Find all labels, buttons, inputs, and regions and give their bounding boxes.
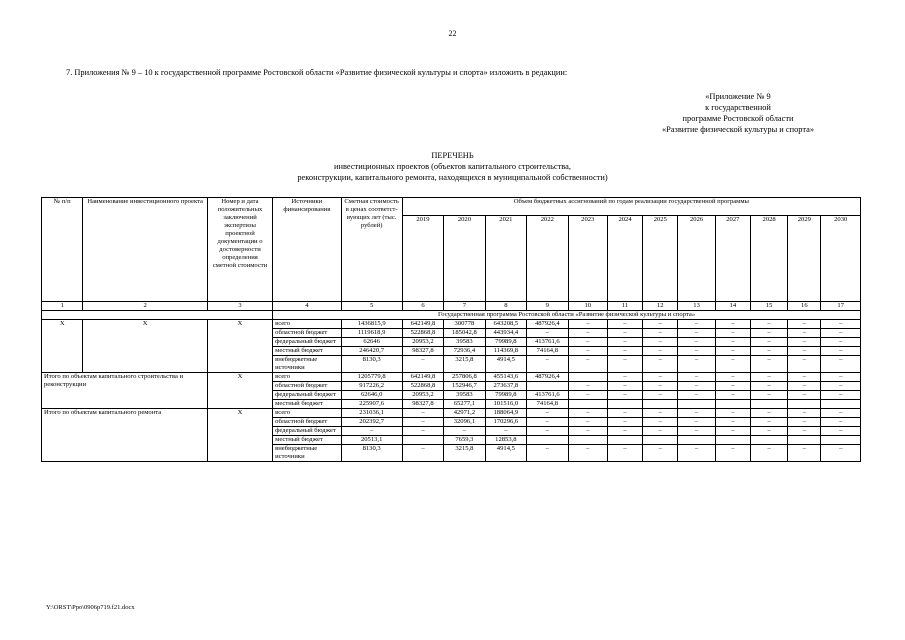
budget-value: 114369,8 — [485, 347, 526, 356]
budget-value: – — [750, 338, 787, 347]
budget-value: – — [821, 409, 861, 418]
budget-value: – — [750, 347, 787, 356]
budget-value: – — [402, 418, 443, 427]
budget-value: 79989,8 — [485, 391, 526, 400]
budget-value: 522868,8 — [402, 382, 443, 391]
funding-source: внебюджетные источники — [273, 445, 341, 462]
budget-value: – — [715, 356, 750, 373]
budget-value: – — [643, 418, 678, 427]
budget-value: – — [821, 329, 861, 338]
budget-value — [527, 382, 568, 391]
budget-value: – — [678, 338, 715, 347]
budget-value: – — [607, 418, 642, 427]
table-row — [42, 373, 861, 382]
budget-value — [750, 400, 787, 409]
budget-value: – — [750, 373, 787, 382]
appendix-line: к государственной — [705, 103, 771, 112]
program-title-row — [42, 311, 861, 320]
budget-value: – — [485, 427, 526, 436]
budget-value: 642149,8 — [402, 373, 443, 382]
budget-value: – — [750, 409, 787, 418]
budget-value: – — [750, 427, 787, 436]
budget-value — [568, 436, 607, 445]
column-number: 2 — [83, 302, 207, 311]
budget-value: – — [715, 373, 750, 382]
budget-value: 257806,8 — [444, 373, 485, 382]
budget-value — [821, 436, 861, 445]
appendix-header — [623, 91, 853, 135]
budget-value: – — [821, 347, 861, 356]
funding-source: областной бюджет — [273, 329, 341, 338]
budget-value: – — [643, 329, 678, 338]
funding-source: местный бюджет — [273, 436, 341, 445]
budget-value: – — [607, 329, 642, 338]
budget-value: – — [788, 338, 821, 347]
funding-source: внебюджетные источники — [273, 356, 341, 373]
budget-value: 39583 — [444, 338, 485, 347]
program-title-spacer — [42, 311, 273, 320]
budget-value: 170296,6 — [485, 418, 526, 427]
budget-value: 185042,8 — [444, 329, 485, 338]
budget-value: – — [678, 382, 715, 391]
budget-value: – — [568, 418, 607, 427]
column-number: 13 — [678, 302, 715, 311]
budget-value: – — [643, 373, 678, 382]
budget-value: 98327,8 — [402, 400, 443, 409]
budget-value: – — [402, 409, 443, 418]
column-number: 15 — [750, 302, 787, 311]
budget-value: 98327,8 — [402, 347, 443, 356]
column-number: 9 — [527, 302, 568, 311]
budget-value: – — [788, 427, 821, 436]
budget-value: – — [643, 409, 678, 418]
budget-value: – — [607, 347, 642, 356]
budget-value: – — [402, 356, 443, 373]
budget-value: – — [715, 347, 750, 356]
column-number: 17 — [821, 302, 861, 311]
column-number: 6 — [402, 302, 443, 311]
budget-value: 4914,5 — [485, 445, 526, 462]
project-name: Итого по объектам капитального ремонта — [42, 409, 208, 462]
estimated-cost-value: 1119618,9 — [341, 329, 402, 338]
budget-value: – — [444, 427, 485, 436]
estimated-cost-value: 231036,1 — [341, 409, 402, 418]
column-number: 12 — [643, 302, 678, 311]
budget-value: – — [527, 427, 568, 436]
year-header: 2025 — [643, 216, 678, 302]
estimated-cost-value: 8130,3 — [341, 356, 402, 373]
document-title: ПЕРЕЧЕНЬ — [431, 151, 474, 160]
budget-value: 487926,4 — [527, 320, 568, 329]
budget-value: 12853,8 — [485, 436, 526, 445]
column-number: 5 — [341, 302, 402, 311]
budget-value: – — [568, 391, 607, 400]
budget-value: – — [821, 356, 861, 373]
estimated-cost-value: 225907,6 — [341, 400, 402, 409]
budget-value: – — [788, 445, 821, 462]
budget-value: 522868,8 — [402, 329, 443, 338]
budget-value: – — [568, 427, 607, 436]
funding-source: всего — [273, 320, 341, 329]
budget-value: – — [527, 356, 568, 373]
budget-value: – — [678, 373, 715, 382]
year-header: 2029 — [788, 216, 821, 302]
budget-value: – — [750, 320, 787, 329]
document-subtitle-line: реконструкции, капитального ремонта, находящихся в муниципальной собственности) — [297, 173, 608, 182]
file-path-footer: Y:\ORST\Ppo\0906p719.f21.docx — [46, 604, 135, 611]
budget-value: – — [821, 338, 861, 347]
budget-value: – — [527, 329, 568, 338]
budget-value: – — [568, 347, 607, 356]
budget-value — [715, 436, 750, 445]
budget-value: – — [678, 445, 715, 462]
expertise-cell: Х — [207, 373, 272, 409]
budget-value: – — [821, 391, 861, 400]
column-number: 8 — [485, 302, 526, 311]
budget-value: – — [678, 427, 715, 436]
budget-value: – — [678, 320, 715, 329]
column-number: 10 — [568, 302, 607, 311]
budget-value: – — [568, 445, 607, 462]
budget-value: – — [568, 329, 607, 338]
header-sources: Источники финансирования — [273, 198, 341, 302]
budget-value: – — [715, 427, 750, 436]
budget-value: – — [821, 445, 861, 462]
budget-value: – — [607, 391, 642, 400]
column-number: 16 — [788, 302, 821, 311]
year-header: 2019 — [402, 216, 443, 302]
budget-value: 300778 — [444, 320, 485, 329]
budget-value: – — [715, 418, 750, 427]
budget-value: – — [750, 445, 787, 462]
budget-value: – — [715, 391, 750, 400]
budget-value: – — [607, 409, 642, 418]
column-number: 14 — [715, 302, 750, 311]
column-number: 7 — [444, 302, 485, 311]
budget-value: – — [643, 427, 678, 436]
budget-value: 20953,2 — [402, 338, 443, 347]
budget-value: – — [715, 445, 750, 462]
row-num: Х — [42, 320, 83, 373]
project-name: Итого по объектам капитального строительства и реконструкции — [42, 373, 208, 409]
budget-value — [402, 436, 443, 445]
funding-source: областной бюджет — [273, 418, 341, 427]
budget-value: – — [643, 356, 678, 373]
budget-value: – — [607, 382, 642, 391]
budget-value: – — [568, 320, 607, 329]
budget-value: – — [788, 373, 821, 382]
budget-value: 32096,1 — [444, 418, 485, 427]
funding-source: областной бюджет — [273, 382, 341, 391]
budget-value: – — [715, 382, 750, 391]
budget-value — [788, 436, 821, 445]
document-subtitle-line: инвестиционных проектов (объектов капитального строительства, — [334, 162, 571, 171]
funding-source: всего — [273, 409, 341, 418]
budget-value — [788, 400, 821, 409]
budget-value: – — [788, 347, 821, 356]
budget-value: – — [788, 409, 821, 418]
budget-value: – — [750, 382, 787, 391]
budget-value — [643, 400, 678, 409]
budget-value: – — [643, 320, 678, 329]
budget-value: – — [643, 445, 678, 462]
budget-value — [750, 436, 787, 445]
budget-value — [568, 373, 607, 382]
funding-source: местный бюджет — [273, 400, 341, 409]
budget-value: – — [678, 391, 715, 400]
column-number: 4 — [273, 302, 341, 311]
budget-value: – — [821, 427, 861, 436]
budget-value: – — [750, 329, 787, 338]
budget-value: – — [678, 356, 715, 373]
estimated-cost-value: 1205779,8 — [341, 373, 402, 382]
year-header: 2030 — [821, 216, 861, 302]
budget-value: 487926,4 — [527, 373, 568, 382]
header-num: № п/п — [42, 198, 83, 302]
budget-value: 39583 — [444, 391, 485, 400]
estimated-cost-value: 202392,7 — [341, 418, 402, 427]
budget-value — [643, 436, 678, 445]
budget-value: – — [607, 356, 642, 373]
budget-value: 273637,8 — [485, 382, 526, 391]
budget-value — [821, 400, 861, 409]
budget-value: – — [678, 329, 715, 338]
budget-value: – — [643, 391, 678, 400]
budget-value — [527, 436, 568, 445]
header-project-name: Наименование инвестиционного проекта — [83, 198, 207, 302]
budget-value: 74164,8 — [527, 400, 568, 409]
budget-value: – — [643, 347, 678, 356]
budget-value: 4914,5 — [485, 356, 526, 373]
funding-source: местный бюджет — [273, 347, 341, 356]
budget-value: – — [402, 445, 443, 462]
year-header: 2022 — [527, 216, 568, 302]
estimated-cost-value: 62646,0 — [341, 391, 402, 400]
budget-value: – — [821, 418, 861, 427]
budget-value: 455143,6 — [485, 373, 526, 382]
funding-source: федеральный бюджет — [273, 338, 341, 347]
year-header: 2028 — [750, 216, 787, 302]
appendix-line: «Приложение № 9 — [705, 92, 771, 101]
budget-value: – — [821, 320, 861, 329]
funding-source: федеральный бюджет — [273, 427, 341, 436]
year-header: 2026 — [678, 216, 715, 302]
column-number: 1 — [42, 302, 83, 311]
table-row — [42, 320, 861, 329]
budget-value: 642149,8 — [402, 320, 443, 329]
investment-projects-table — [41, 197, 861, 462]
estimated-cost-value: 917226,2 — [341, 382, 402, 391]
appendix-line: программе Ростовской области — [682, 114, 794, 123]
estimated-cost-value: – — [341, 427, 402, 436]
budget-value: – — [568, 356, 607, 373]
estimated-cost-value: 62646 — [341, 338, 402, 347]
budget-value: – — [607, 338, 642, 347]
column-number: 3 — [207, 302, 272, 311]
budget-value: 42971,2 — [444, 409, 485, 418]
budget-value — [715, 400, 750, 409]
budget-value: – — [527, 418, 568, 427]
budget-value: – — [568, 338, 607, 347]
funding-source: всего — [273, 373, 341, 382]
year-header: 2027 — [715, 216, 750, 302]
column-number: 11 — [607, 302, 642, 311]
budget-value: – — [643, 338, 678, 347]
budget-value: – — [527, 445, 568, 462]
budget-value: – — [678, 418, 715, 427]
budget-value: 101516,0 — [485, 400, 526, 409]
estimated-cost-value: 8130,3 — [341, 445, 402, 462]
budget-value: – — [715, 409, 750, 418]
budget-value: – — [821, 382, 861, 391]
header-estimated-cost: Сметная стоимость в ценах соответст-вующих лет (тыс. рублей) — [341, 198, 402, 302]
budget-value: – — [607, 320, 642, 329]
year-header: 2024 — [607, 216, 642, 302]
budget-value: – — [788, 391, 821, 400]
budget-value: – — [750, 356, 787, 373]
budget-value: – — [678, 347, 715, 356]
budget-value — [568, 400, 607, 409]
budget-value: – — [788, 356, 821, 373]
budget-value: – — [643, 382, 678, 391]
funding-source: федеральный бюджет — [273, 391, 341, 400]
page-number: 22 — [448, 29, 457, 38]
budget-value: 72936,4 — [444, 347, 485, 356]
budget-value: 188064,9 — [485, 409, 526, 418]
budget-value: – — [788, 329, 821, 338]
year-header: 2023 — [568, 216, 607, 302]
budget-value: 3215,8 — [444, 445, 485, 462]
budget-value: 65277,1 — [444, 400, 485, 409]
program-title: Государственная программа Ростовской области «Развитие физической культуры и спорта» — [273, 311, 861, 320]
table-row — [42, 409, 861, 418]
budget-value — [678, 436, 715, 445]
budget-value: 79989,8 — [485, 338, 526, 347]
header-expertise: Номер и дата положительных заключений экспертизы проектной документации о достоверности определения сметной стоимости — [207, 198, 272, 302]
header-budget-volume: Объем бюджетных ассигнований по годам реализации государственной программы — [402, 198, 860, 216]
expertise-cell: Х — [207, 320, 272, 373]
project-name: Х — [83, 320, 207, 373]
year-header: 2020 — [444, 216, 485, 302]
budget-value: 443934,4 — [485, 329, 526, 338]
budget-value: 20953,2 — [402, 391, 443, 400]
intro-paragraph: 7. Приложения № 9 – 10 к государственной программе Ростовской области «Развитие физической культуры и спорта» изложить в редакции: — [66, 68, 568, 77]
budget-value: 7659,3 — [444, 436, 485, 445]
budget-value: – — [568, 382, 607, 391]
budget-value — [607, 436, 642, 445]
estimated-cost-value: 20513,1 — [341, 436, 402, 445]
budget-value: – — [750, 418, 787, 427]
budget-value: 413761,6 — [527, 391, 568, 400]
budget-value: – — [607, 373, 642, 382]
budget-value: – — [402, 427, 443, 436]
document-heading — [0, 150, 905, 183]
budget-value: – — [788, 320, 821, 329]
budget-value: – — [788, 382, 821, 391]
budget-value — [607, 400, 642, 409]
budget-value: – — [715, 320, 750, 329]
budget-value — [678, 400, 715, 409]
budget-value: 413761,6 — [527, 338, 568, 347]
appendix-line: «Развитие физической культуры и спорта» — [661, 125, 815, 134]
budget-value: – — [788, 418, 821, 427]
budget-value: – — [715, 329, 750, 338]
budget-value: – — [527, 409, 568, 418]
budget-value: – — [568, 409, 607, 418]
budget-value: – — [678, 409, 715, 418]
budget-value: – — [607, 445, 642, 462]
budget-value: – — [821, 373, 861, 382]
expertise-cell: Х — [207, 409, 272, 462]
year-header: 2021 — [485, 216, 526, 302]
budget-value: 3215,8 — [444, 356, 485, 373]
budget-value: 74164,8 — [527, 347, 568, 356]
budget-value: 643208,5 — [485, 320, 526, 329]
estimated-cost-value: 1436815,9 — [341, 320, 402, 329]
budget-value: – — [715, 338, 750, 347]
budget-value: – — [607, 427, 642, 436]
estimated-cost-value: 246420,7 — [341, 347, 402, 356]
budget-value: – — [750, 391, 787, 400]
budget-value: 152946,7 — [444, 382, 485, 391]
